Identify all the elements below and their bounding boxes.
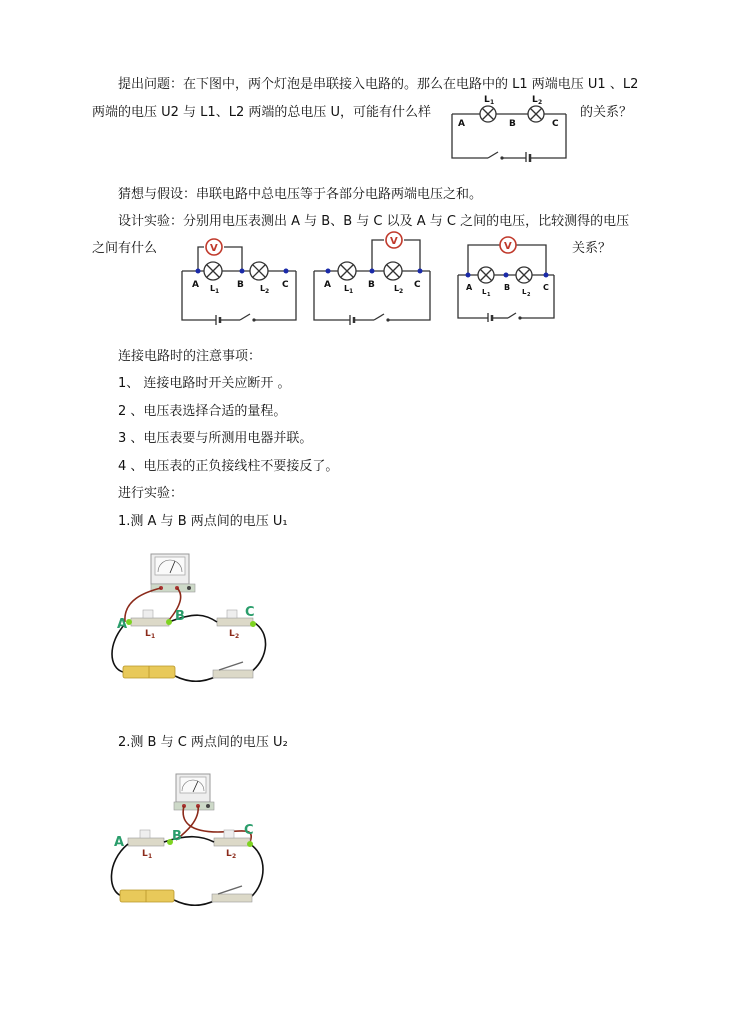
- photo2-label-L1-sub: 1: [148, 853, 153, 860]
- intro-line-1: 提出问题：在下图中，两个灯泡是串联接入电路的。那么在电路中的 L1 两端电压 U1 、L2: [118, 77, 639, 92]
- design-line-2b: 关系？: [572, 241, 612, 256]
- label-L2: L: [532, 95, 538, 105]
- experiment-photo-AB: [105, 548, 275, 688]
- design-line-2a: 之间有什么: [92, 241, 158, 256]
- label-C: C: [543, 283, 549, 292]
- label-A: A: [466, 283, 473, 292]
- experiment-step-1: 1.测 A 与 B 两点间的电压 U₁: [118, 514, 288, 529]
- photo1-label-L1: L: [145, 629, 151, 639]
- label-B: B: [504, 283, 511, 292]
- photo1-label-L2-sub: 2: [235, 633, 240, 640]
- circuit-measure-AB: [178, 238, 300, 326]
- label-L2: L: [522, 288, 527, 296]
- label-L2-sub: 2: [265, 288, 270, 295]
- label-B: B: [368, 280, 375, 290]
- hypothesis-text: 猜想与假设：串联电路中总电压等于各部分电路两端电压之和。: [118, 187, 483, 202]
- label-L2-sub: 2: [399, 288, 404, 295]
- note-item-1: 1、 连接电路时开关应断开 。: [118, 376, 291, 391]
- label-A: A: [324, 280, 331, 290]
- label-B: B: [237, 280, 244, 290]
- photo1-label-B: B: [175, 609, 185, 624]
- label-L2-sub: 2: [527, 292, 531, 298]
- photo2-label-A: A: [114, 835, 125, 850]
- note-item-4: 4 、电压表的正负接线柱不要接反了。: [118, 459, 339, 474]
- experiment-step-2: 2.测 B 与 C 两点间的电压 U₂: [118, 735, 288, 750]
- label-L1: L: [344, 284, 350, 293]
- label-C: C: [282, 280, 289, 290]
- label-L1: L: [482, 288, 487, 296]
- design-line-1: 设计实验：分别用电压表测出 A 与 B、B 与 C 以及 A 与 C 之间的电压，比较测得的电压: [118, 214, 630, 229]
- note-item-2: 2 、电压表选择合适的量程。: [118, 404, 287, 419]
- photo2-label-B: B: [172, 829, 182, 844]
- label-L2: L: [394, 284, 400, 293]
- label-A: A: [458, 119, 465, 129]
- photo2-label-C: C: [244, 823, 254, 838]
- label-L1: L: [210, 284, 216, 293]
- label-L1: L: [484, 95, 490, 105]
- label-L1-sub: 1: [490, 99, 495, 106]
- series-circuit-diagram: [444, 90, 574, 162]
- label-L1-sub: 1: [487, 292, 491, 298]
- notes-title: 连接电路时的注意事项：: [118, 349, 262, 364]
- label-B: B: [509, 119, 516, 129]
- photo1-label-L1-sub: 1: [151, 633, 156, 640]
- voltmeter-label-2: V: [390, 236, 398, 247]
- experiment-title: 进行实验：: [118, 486, 184, 501]
- label-L1-sub: 1: [349, 288, 354, 295]
- label-L1-sub: 1: [215, 288, 220, 295]
- photo2-label-L1: L: [142, 849, 148, 859]
- label-L2: L: [260, 284, 266, 293]
- circuit-measure-BC: [310, 228, 434, 326]
- label-A: A: [192, 280, 199, 290]
- photo2-label-L2: L: [226, 849, 232, 859]
- circuit-measure-AC: [454, 234, 558, 322]
- photo1-label-C: C: [245, 605, 255, 620]
- photo1-label-A: A: [117, 617, 128, 632]
- label-L2-sub: 2: [538, 99, 543, 106]
- photo1-label-L2: L: [229, 629, 235, 639]
- intro-line-2b: 的关系？: [580, 105, 633, 120]
- label-C: C: [552, 119, 559, 129]
- intro-line-2a: 两端的电压 U2 与 L1、L2 两端的总电压 U，可能有什么样: [92, 105, 431, 120]
- photo2-label-L2-sub: 2: [232, 853, 237, 860]
- note-item-3: 3 、电压表要与所测用电器并联。: [118, 431, 313, 446]
- voltmeter-label-1: V: [210, 243, 218, 254]
- label-C: C: [414, 280, 421, 290]
- experiment-photo-BC: [100, 770, 275, 910]
- voltmeter-label-3: V: [504, 241, 512, 252]
